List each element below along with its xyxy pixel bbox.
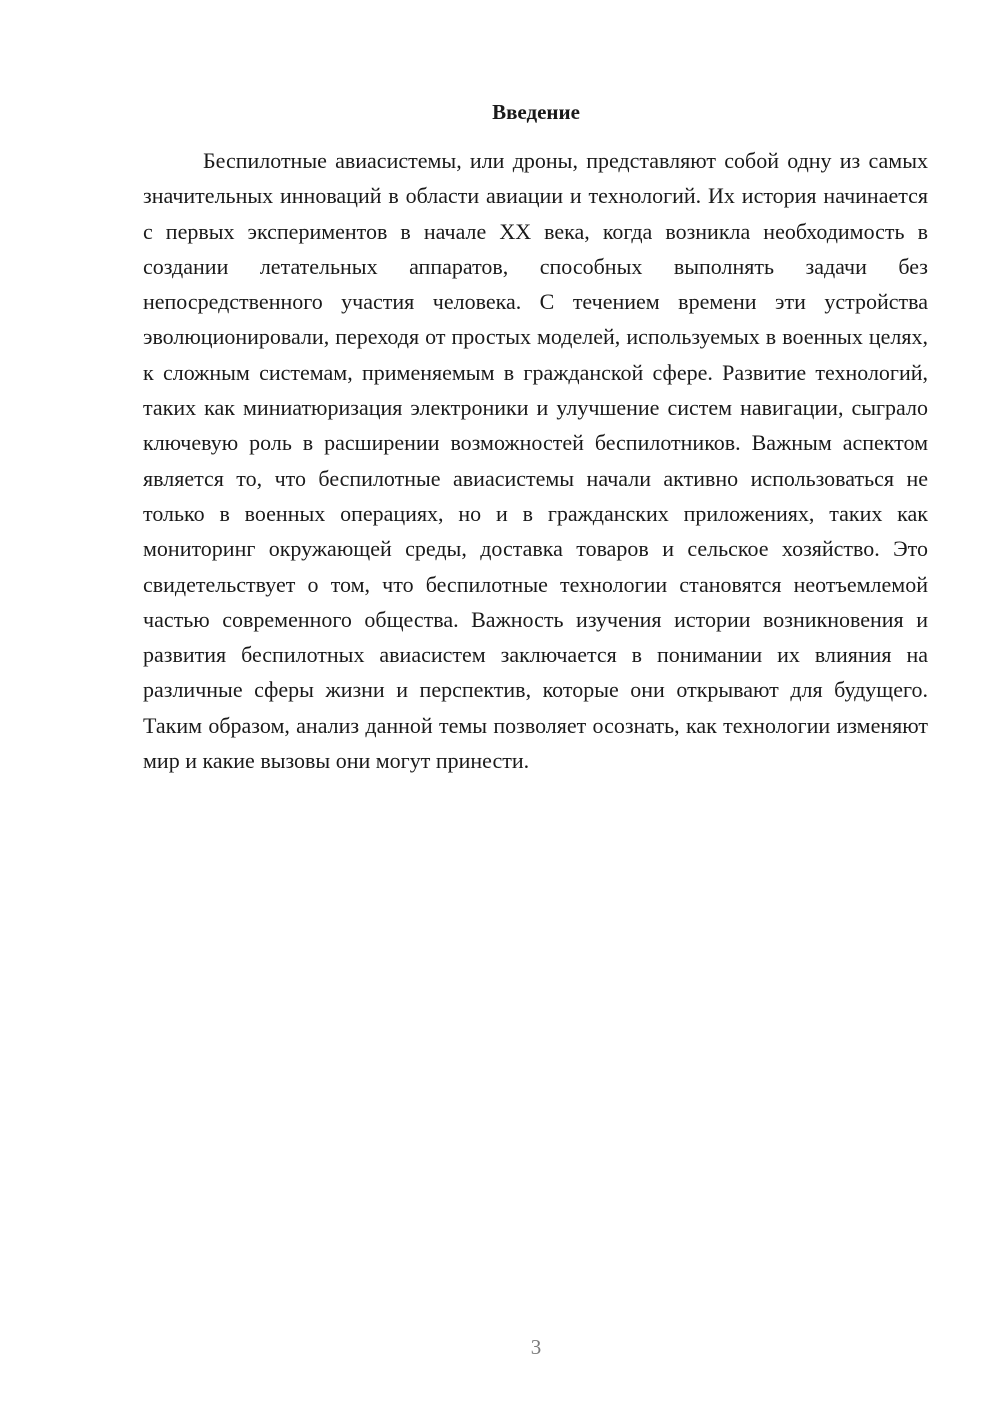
- body-paragraph: Беспилотные авиасистемы, или дроны, представляют собой одну из самых значительных инноваций в области авиации и технологий. Их история начинается с первых экспериментов в начале XX века, когда возникла необходимость в создании летательных аппаратов, способных выполнять задачи без непосредственного участия человека. С течением времени эти устройства эволюционировали, переходя от простых моделей, используемых в военных целях, к сложным системам, применяемым в гражданской сфере. Развитие технологий, таких как миниатюризация электроники и улучшение систем навигации, сыграло ключевую роль в расширении возможностей беспилотников. Важным аспектом является то, что беспилотные авиасистемы начали активно использоваться не только в военных операциях, но и в гражданских приложениях, таких как мониторинг окружающей среды, доставка товаров и сельское хозяйство. Это свидетельствует о том, что беспилотные технологии становятся неотъемлемой частью современного общества. Важность изучения истории возникновения и развития беспилотных авиасистем заключается в понимании их влияния на различные сферы жизни и перспектив, которые они открывают для будущего. Таким образом, анализ данной темы позволяет осознать, как технологии изменяют мир и какие вызовы они могут принести.: [143, 148, 928, 774]
- section-heading: Введение: [492, 100, 580, 124]
- page-number: 3: [530, 1335, 542, 1359]
